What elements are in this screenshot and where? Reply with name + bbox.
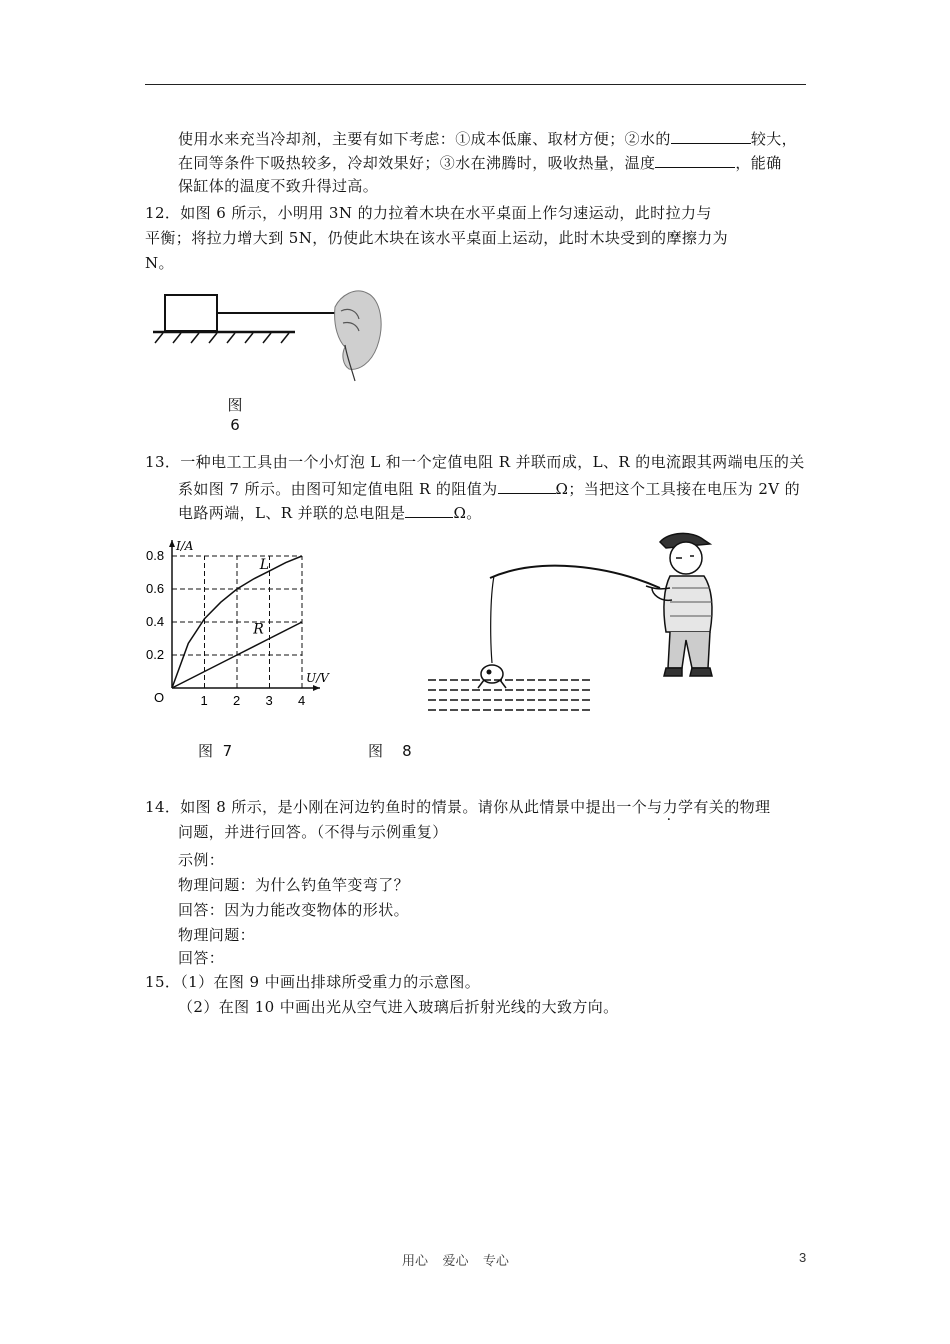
q13-line-2: 系如图 7 所示。由图可知定值电阻 R 的阻值为 Ω；当把这个工具接在电压为 2V 的 [178, 477, 800, 499]
figure-6-block-diagram [145, 285, 395, 385]
chart-grid [172, 556, 302, 688]
q11-line-1: 使用水来充当冷却剂，主要有如下考虑：①成本低廉、取材方便；②水的 较大， [178, 127, 797, 149]
header-rule [145, 84, 806, 85]
answer-blank-1[interactable] [671, 127, 751, 144]
x-tick-label: 4 [298, 693, 306, 708]
q13-line-3: 电路两端，L、R 并联的总电阻是 Ω。 [178, 501, 482, 523]
water-surface [428, 680, 592, 710]
figure-8-fishing-scene [420, 528, 750, 723]
fishing-line [491, 576, 494, 663]
series-label-R: R [253, 621, 264, 638]
hand-illustration [335, 291, 381, 381]
q14-line-7: 回答： [178, 949, 225, 967]
q13-line-1: 13．一种电工工具由一个小灯泡 L 和一个定值电阻 R 并联而成，L、R 的电流跟其两端电压的关 [145, 453, 805, 471]
page-number: 3 [799, 1250, 807, 1265]
answer-blank-3[interactable] [498, 477, 556, 494]
y-axis-arrow [169, 540, 175, 547]
q15-line-2: （2）在图 10 中画出光从空气进入玻璃后折射光线的大致方向。 [178, 998, 619, 1016]
q12-line-1: 12．如图 6 所示，小明用 3N 的力拉着木块在水平桌面上作匀速运动，此时拉力与 [145, 204, 712, 222]
series-label-L: L [259, 557, 270, 574]
q14-line-5: 回答：因为力能改变物体的形状。 [178, 901, 410, 919]
origin-label: O [154, 690, 165, 705]
q14-line-3: 示例： [178, 851, 225, 869]
figure-7-caption: 图 7 [198, 742, 233, 760]
q11-line-2: 在同等条件下吸热较多，冷却效果好；③水在沸腾时，吸收热量，温度 ，能确 [178, 151, 782, 173]
x-tick-label: 2 [233, 693, 241, 708]
x-tick-label: 1 [200, 693, 208, 708]
q14-line-2: 问题，并进行回答。（不得与示例重复） [178, 823, 448, 841]
y-tick-label: 0.4 [146, 614, 165, 629]
x-axis-arrow [313, 685, 320, 691]
x-tick-label: 3 [265, 693, 273, 708]
q12-line-3: N。 [145, 254, 174, 272]
figure-7-iu-chart [140, 530, 330, 715]
fish-icon [478, 665, 506, 688]
y-tick-label: 0.8 [146, 548, 165, 563]
y-axis-label: I/A [176, 539, 194, 553]
q12-line-2: 平衡；将拉力增大到 5N，仍使此木块在该水平桌面上运动，此时木块受到的摩擦力为 [145, 229, 729, 247]
q15-line-1: 15．（1）在图 9 中画出排球所受重力的示意图。 [145, 973, 481, 991]
y-tick-label: 0.2 [146, 647, 165, 662]
wooden-block [165, 295, 217, 331]
figure-8-caption: 图 8 [368, 742, 412, 760]
q14-line-6: 物理问题： [178, 926, 256, 944]
emphasis-mechanics: 力学 [662, 798, 694, 816]
answer-blank-4[interactable] [405, 501, 453, 518]
q11-line-3: 保缸体的温度不致升得过高。 [178, 177, 379, 195]
boy-fishing-illustration [646, 533, 712, 676]
figure-6-caption: 图 6 [227, 396, 243, 434]
footer-motto: 用心 爱心 专心 [402, 1253, 509, 1268]
table-hatching [155, 333, 289, 343]
x-axis-label: U/V [306, 671, 329, 685]
y-tick-label: 0.6 [146, 581, 165, 596]
fishing-rod [490, 566, 660, 588]
q14-line-4: 物理问题：为什么钓鱼竿变弯了？ [178, 876, 410, 894]
q14-line-1: 14．如图 8 所示，是小刚在河边钓鱼时的情景。请你从此情景中提出一个与力学有关的物理 [145, 798, 771, 816]
answer-blank-2[interactable] [655, 151, 735, 168]
chart-axes [169, 540, 320, 691]
